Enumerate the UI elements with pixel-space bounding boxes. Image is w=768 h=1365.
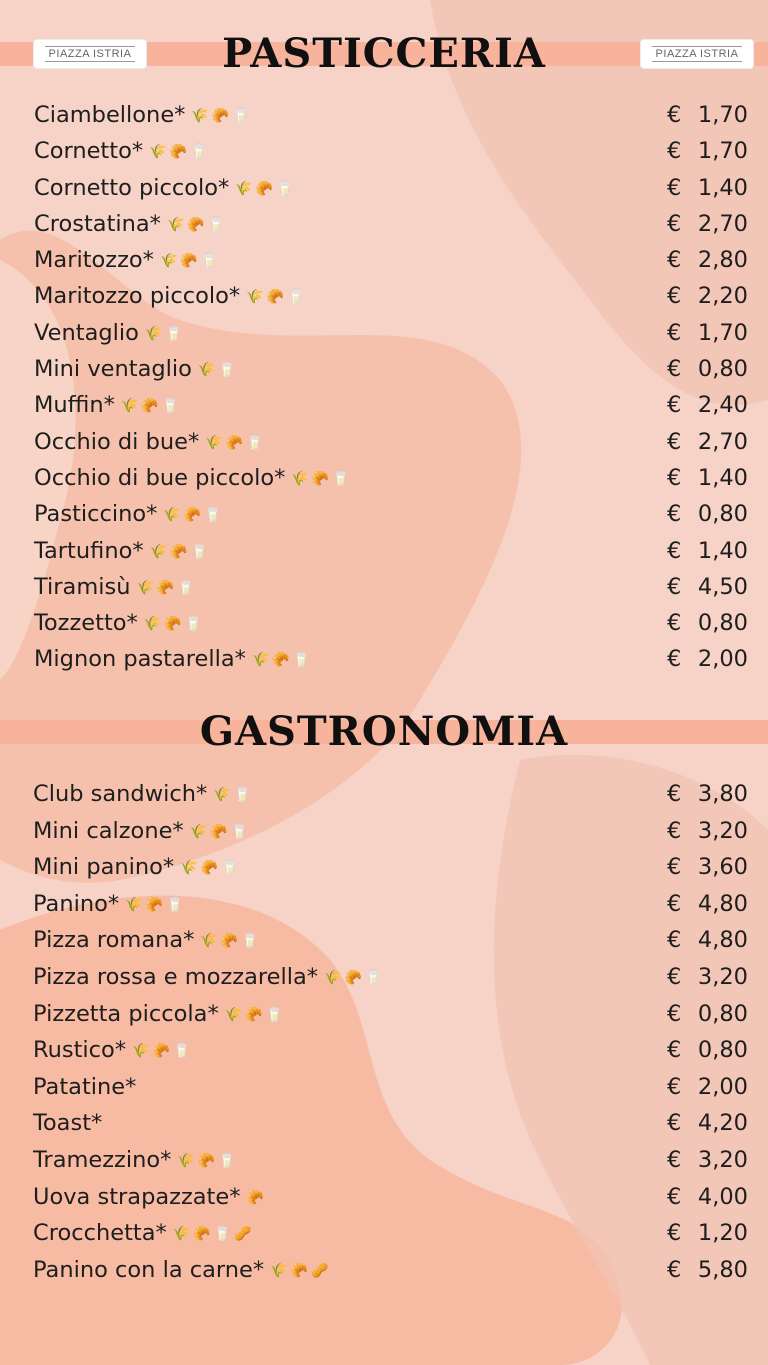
- currency-symbol: €: [667, 854, 682, 881]
- section-title-pasticceria: PASTICCERIA: [222, 30, 546, 77]
- menu-item-label: Club sandwich*: [33, 781, 208, 807]
- currency-symbol: €: [667, 319, 682, 346]
- menu-item-name: [34, 242, 221, 279]
- allergen-icons: 🌾🥐🥛: [143, 616, 206, 633]
- menu-item-row: [0, 206, 768, 242]
- menu-item-row: [0, 315, 768, 351]
- menu-item-row: [0, 922, 768, 959]
- currency-symbol: €: [667, 1183, 682, 1210]
- menu-item-row: [0, 1069, 768, 1106]
- menu-item-label: Panino con la carne*: [33, 1256, 265, 1283]
- menu-item-price: 3,20: [697, 963, 748, 990]
- menu-item-row: [0, 387, 768, 423]
- menu-item-price: 4,20: [697, 1110, 748, 1137]
- allergen-icons: 🌾🥐🥛: [189, 823, 251, 840]
- menu-item-row: [0, 569, 768, 605]
- menu-item-label: Mini ventaglio: [34, 356, 192, 383]
- menu-item-row: [0, 242, 768, 278]
- menu-item-name: [34, 351, 239, 388]
- menu-item-row: [0, 424, 768, 460]
- menu-item-name: [34, 97, 253, 134]
- menu-item-price: 2,80: [697, 247, 748, 274]
- menu-item-price: 1,70: [697, 102, 748, 128]
- menu-item-name: [33, 959, 385, 996]
- menu-item-label: Crocchetta*: [33, 1220, 167, 1247]
- currency-symbol: €: [667, 927, 682, 954]
- currency-symbol: €: [667, 1073, 682, 1100]
- currency-symbol: €: [667, 174, 682, 201]
- menu-item-label: Occhio di bue*: [34, 428, 200, 455]
- menu-item-price: 3,80: [697, 781, 748, 807]
- menu-item-price: 3,20: [697, 1146, 748, 1173]
- currency-symbol: €: [667, 817, 682, 844]
- menu-item-label: Pizza rossa e mozzarella*: [33, 963, 319, 990]
- menu-item-row: [0, 278, 768, 314]
- menu-item-row: [0, 1252, 768, 1289]
- allergen-icons: 🌾🥛: [213, 787, 255, 803]
- currency-symbol: €: [667, 464, 682, 491]
- allergen-icons: 🌾🥐🥛: [224, 1006, 286, 1023]
- menu-item-price: 0,80: [697, 1037, 748, 1064]
- allergen-icons: 🌾🥐🥛: [180, 860, 242, 877]
- menu-item-row: [0, 605, 768, 641]
- menu-item-price: 0,80: [697, 356, 748, 383]
- allergen-icons: 🌾🥐🥛🥜: [172, 1226, 255, 1243]
- currency-symbol: €: [667, 537, 682, 564]
- menu-item-price: 1,40: [697, 464, 748, 491]
- menu-item-row: [0, 641, 768, 677]
- allergen-icons: 🌾🥛: [144, 325, 186, 342]
- menu-item-price: 4,80: [697, 927, 748, 954]
- menu-item-name: [34, 605, 205, 642]
- menu-item-name: [34, 569, 198, 606]
- menu-item-price: 3,60: [697, 854, 748, 881]
- currency-symbol: €: [667, 247, 682, 274]
- menu-item-label: Pasticcino*: [34, 501, 158, 528]
- menu-item-row: [0, 813, 768, 850]
- menu-item-label: Tiramisù: [34, 573, 131, 600]
- menu-item-label: Panino*: [33, 890, 120, 917]
- menu-item-row: [0, 1105, 768, 1142]
- menu-item-label: Ciambellone*: [34, 102, 186, 128]
- menu-item-price: 2,70: [697, 210, 748, 237]
- menu-item-name: [33, 886, 186, 923]
- menu-item-row: [0, 133, 768, 169]
- menu-item-name: [33, 1215, 255, 1252]
- menu-item-name: [33, 1105, 108, 1142]
- menu-item-label: Pizza romana*: [33, 927, 195, 954]
- menu-item-label: Ventaglio: [34, 319, 139, 346]
- currency-symbol: €: [667, 1146, 682, 1173]
- menu-item-name: [33, 1142, 239, 1179]
- menu-item-name: [34, 133, 210, 170]
- currency-symbol: €: [667, 138, 682, 165]
- menu-item-row: [0, 776, 768, 813]
- menu-item-name: [34, 387, 182, 424]
- menu-item-price: 2,40: [697, 392, 748, 419]
- allergen-icons: 🌾🥐🥛: [235, 180, 297, 197]
- currency-symbol: €: [667, 646, 682, 673]
- menu-item-label: Maritozzo*: [34, 247, 154, 274]
- allergen-icons: 🥐: [246, 1189, 267, 1206]
- allergen-icons: 🌾🥐🥛: [125, 896, 187, 913]
- menu-item-name: [33, 849, 241, 886]
- allergen-icons: 🌾🥐🥜: [270, 1262, 332, 1279]
- menu-item-row: [0, 496, 768, 532]
- menu-item-name: [33, 922, 262, 959]
- currency-symbol: €: [667, 890, 682, 917]
- menu-item-label: Patatine*: [33, 1073, 137, 1100]
- menu-item-row: [0, 170, 768, 206]
- allergen-icons: 🌾🥐🥛: [163, 507, 225, 524]
- menu-item-price: 1,40: [697, 537, 748, 564]
- logo-text: PIAZZA ISTRIA: [45, 46, 136, 62]
- menu-item-label: Maritozzo piccolo*: [34, 283, 241, 310]
- allergen-icons: 🌾🥐🥛: [251, 652, 314, 669]
- menu-item-name: [33, 1252, 331, 1289]
- currency-symbol: €: [667, 963, 682, 990]
- menu-item-price: 0,80: [697, 610, 748, 637]
- menu-item-row: [0, 1032, 768, 1069]
- menu-list-gastronomia: [0, 776, 768, 1288]
- menu-item-row: [0, 533, 768, 569]
- allergen-icons: 🌾🥐🥛: [200, 933, 262, 950]
- menu-list-pasticceria: [0, 97, 768, 678]
- menu-item-name: [34, 641, 313, 678]
- menu-item-price: 1,70: [697, 138, 748, 165]
- menu-item-price: 1,70: [697, 319, 748, 346]
- allergen-icons: 🌾🥐🥛: [149, 144, 211, 161]
- menu-item-price: 1,20: [697, 1220, 748, 1247]
- allergen-icons: 🌾🥐🥛: [246, 289, 308, 306]
- menu-item-row: [0, 97, 768, 133]
- allergen-icons: 🌾🥛: [197, 362, 239, 379]
- currency-symbol: €: [667, 392, 682, 419]
- menu-item-row: [0, 1179, 768, 1216]
- allergen-icons: 🌾🥐🥛: [132, 1043, 194, 1060]
- menu-item-price: 2,00: [697, 1073, 748, 1100]
- menu-item-label: Crostatina*: [34, 210, 161, 237]
- allergen-icons: 🌾🥐🥛: [166, 216, 229, 233]
- menu-item-label: Pizzetta piccola*: [33, 1000, 219, 1027]
- menu-item-price: 2,20: [697, 283, 748, 310]
- currency-symbol: €: [667, 781, 682, 807]
- currency-symbol: €: [667, 1220, 682, 1247]
- menu-item-price: 2,70: [697, 428, 748, 455]
- section-title-gastronomia: GASTRONOMIA: [199, 708, 569, 755]
- menu-item-label: Mini panino*: [33, 854, 175, 881]
- menu-item-name: [33, 996, 286, 1033]
- menu-item-price: 2,00: [697, 646, 748, 673]
- menu-item-row: [0, 1215, 768, 1252]
- allergen-icons: 🌾🥐🥛: [159, 253, 222, 270]
- menu-item-row: [0, 351, 768, 387]
- allergen-icons: 🌾🥐🥛: [120, 398, 183, 415]
- menu-item-label: Toast*: [33, 1110, 103, 1137]
- menu-item-price: 0,80: [697, 501, 748, 528]
- menu-item-name: [34, 496, 225, 533]
- menu-item-row: [0, 849, 768, 886]
- menu-item-name: [33, 1032, 193, 1069]
- menu-item-price: 5,80: [697, 1256, 748, 1283]
- menu-item-label: Occhio di bue piccolo*: [34, 464, 286, 491]
- menu-item-price: 4,00: [697, 1183, 748, 1210]
- currency-symbol: €: [667, 102, 682, 128]
- allergen-icons: 🌾🥐🥛: [149, 543, 211, 560]
- menu-item-name: [34, 206, 228, 243]
- logo-text: PIAZZA ISTRIA: [652, 46, 743, 62]
- menu-item-row: [0, 996, 768, 1033]
- menu-item-label: Rustico*: [33, 1037, 127, 1064]
- menu-item-label: Tozzetto*: [34, 610, 138, 637]
- menu-item-label: Mignon pastarella*: [34, 646, 246, 673]
- menu-item-price: 4,80: [697, 890, 748, 917]
- currency-symbol: €: [667, 1110, 682, 1137]
- currency-symbol: €: [667, 501, 682, 528]
- menu-item-label: Mini calzone*: [33, 817, 184, 844]
- currency-symbol: €: [667, 610, 682, 637]
- menu-item-label: Cornetto*: [34, 138, 144, 165]
- allergen-icons: 🌾🥐🥛: [191, 108, 253, 124]
- allergen-icons: 🌾🥐🥛: [136, 579, 198, 596]
- menu-item-label: Muffin*: [34, 392, 115, 419]
- menu-item-row: [0, 1142, 768, 1179]
- menu-item-name: [34, 533, 211, 570]
- menu-item-name: [33, 813, 251, 850]
- currency-symbol: €: [667, 573, 682, 600]
- currency-symbol: €: [667, 1000, 682, 1027]
- menu-item-name: [34, 170, 297, 207]
- allergen-icons: 🌾🥐🥛: [291, 470, 353, 487]
- menu-item-name: [34, 424, 267, 461]
- menu-item-row: [0, 886, 768, 923]
- currency-symbol: €: [667, 1256, 682, 1283]
- currency-symbol: €: [667, 428, 682, 455]
- menu-item-label: Tartufino*: [34, 537, 144, 564]
- menu-item-label: Tramezzino*: [33, 1146, 172, 1173]
- allergen-icons: 🌾🥐🥛: [205, 434, 267, 451]
- menu-item-price: 0,80: [697, 1000, 748, 1027]
- menu-item-name: [33, 1069, 142, 1106]
- currency-symbol: €: [667, 283, 682, 310]
- menu-item-label: Cornetto piccolo*: [34, 174, 230, 201]
- currency-symbol: €: [667, 356, 682, 383]
- currency-symbol: €: [667, 1037, 682, 1064]
- menu-item-row: [0, 460, 768, 496]
- menu-item-name: [34, 278, 307, 315]
- currency-symbol: €: [667, 210, 682, 237]
- menu-item-price: 1,40: [697, 174, 748, 201]
- menu-item-label: Uova strapazzate*: [33, 1183, 241, 1210]
- menu-item-price: 4,50: [697, 573, 748, 600]
- menu-item-name: [33, 1179, 267, 1216]
- menu-item-name: [34, 460, 353, 497]
- menu-item-name: [33, 776, 254, 813]
- allergen-icons: 🌾🥐🥛: [177, 1152, 239, 1169]
- menu-item-price: 3,20: [697, 817, 748, 844]
- menu-item-name: [34, 315, 186, 352]
- allergen-icons: 🌾🥐🥛: [324, 969, 386, 986]
- menu-item-row: [0, 959, 768, 996]
